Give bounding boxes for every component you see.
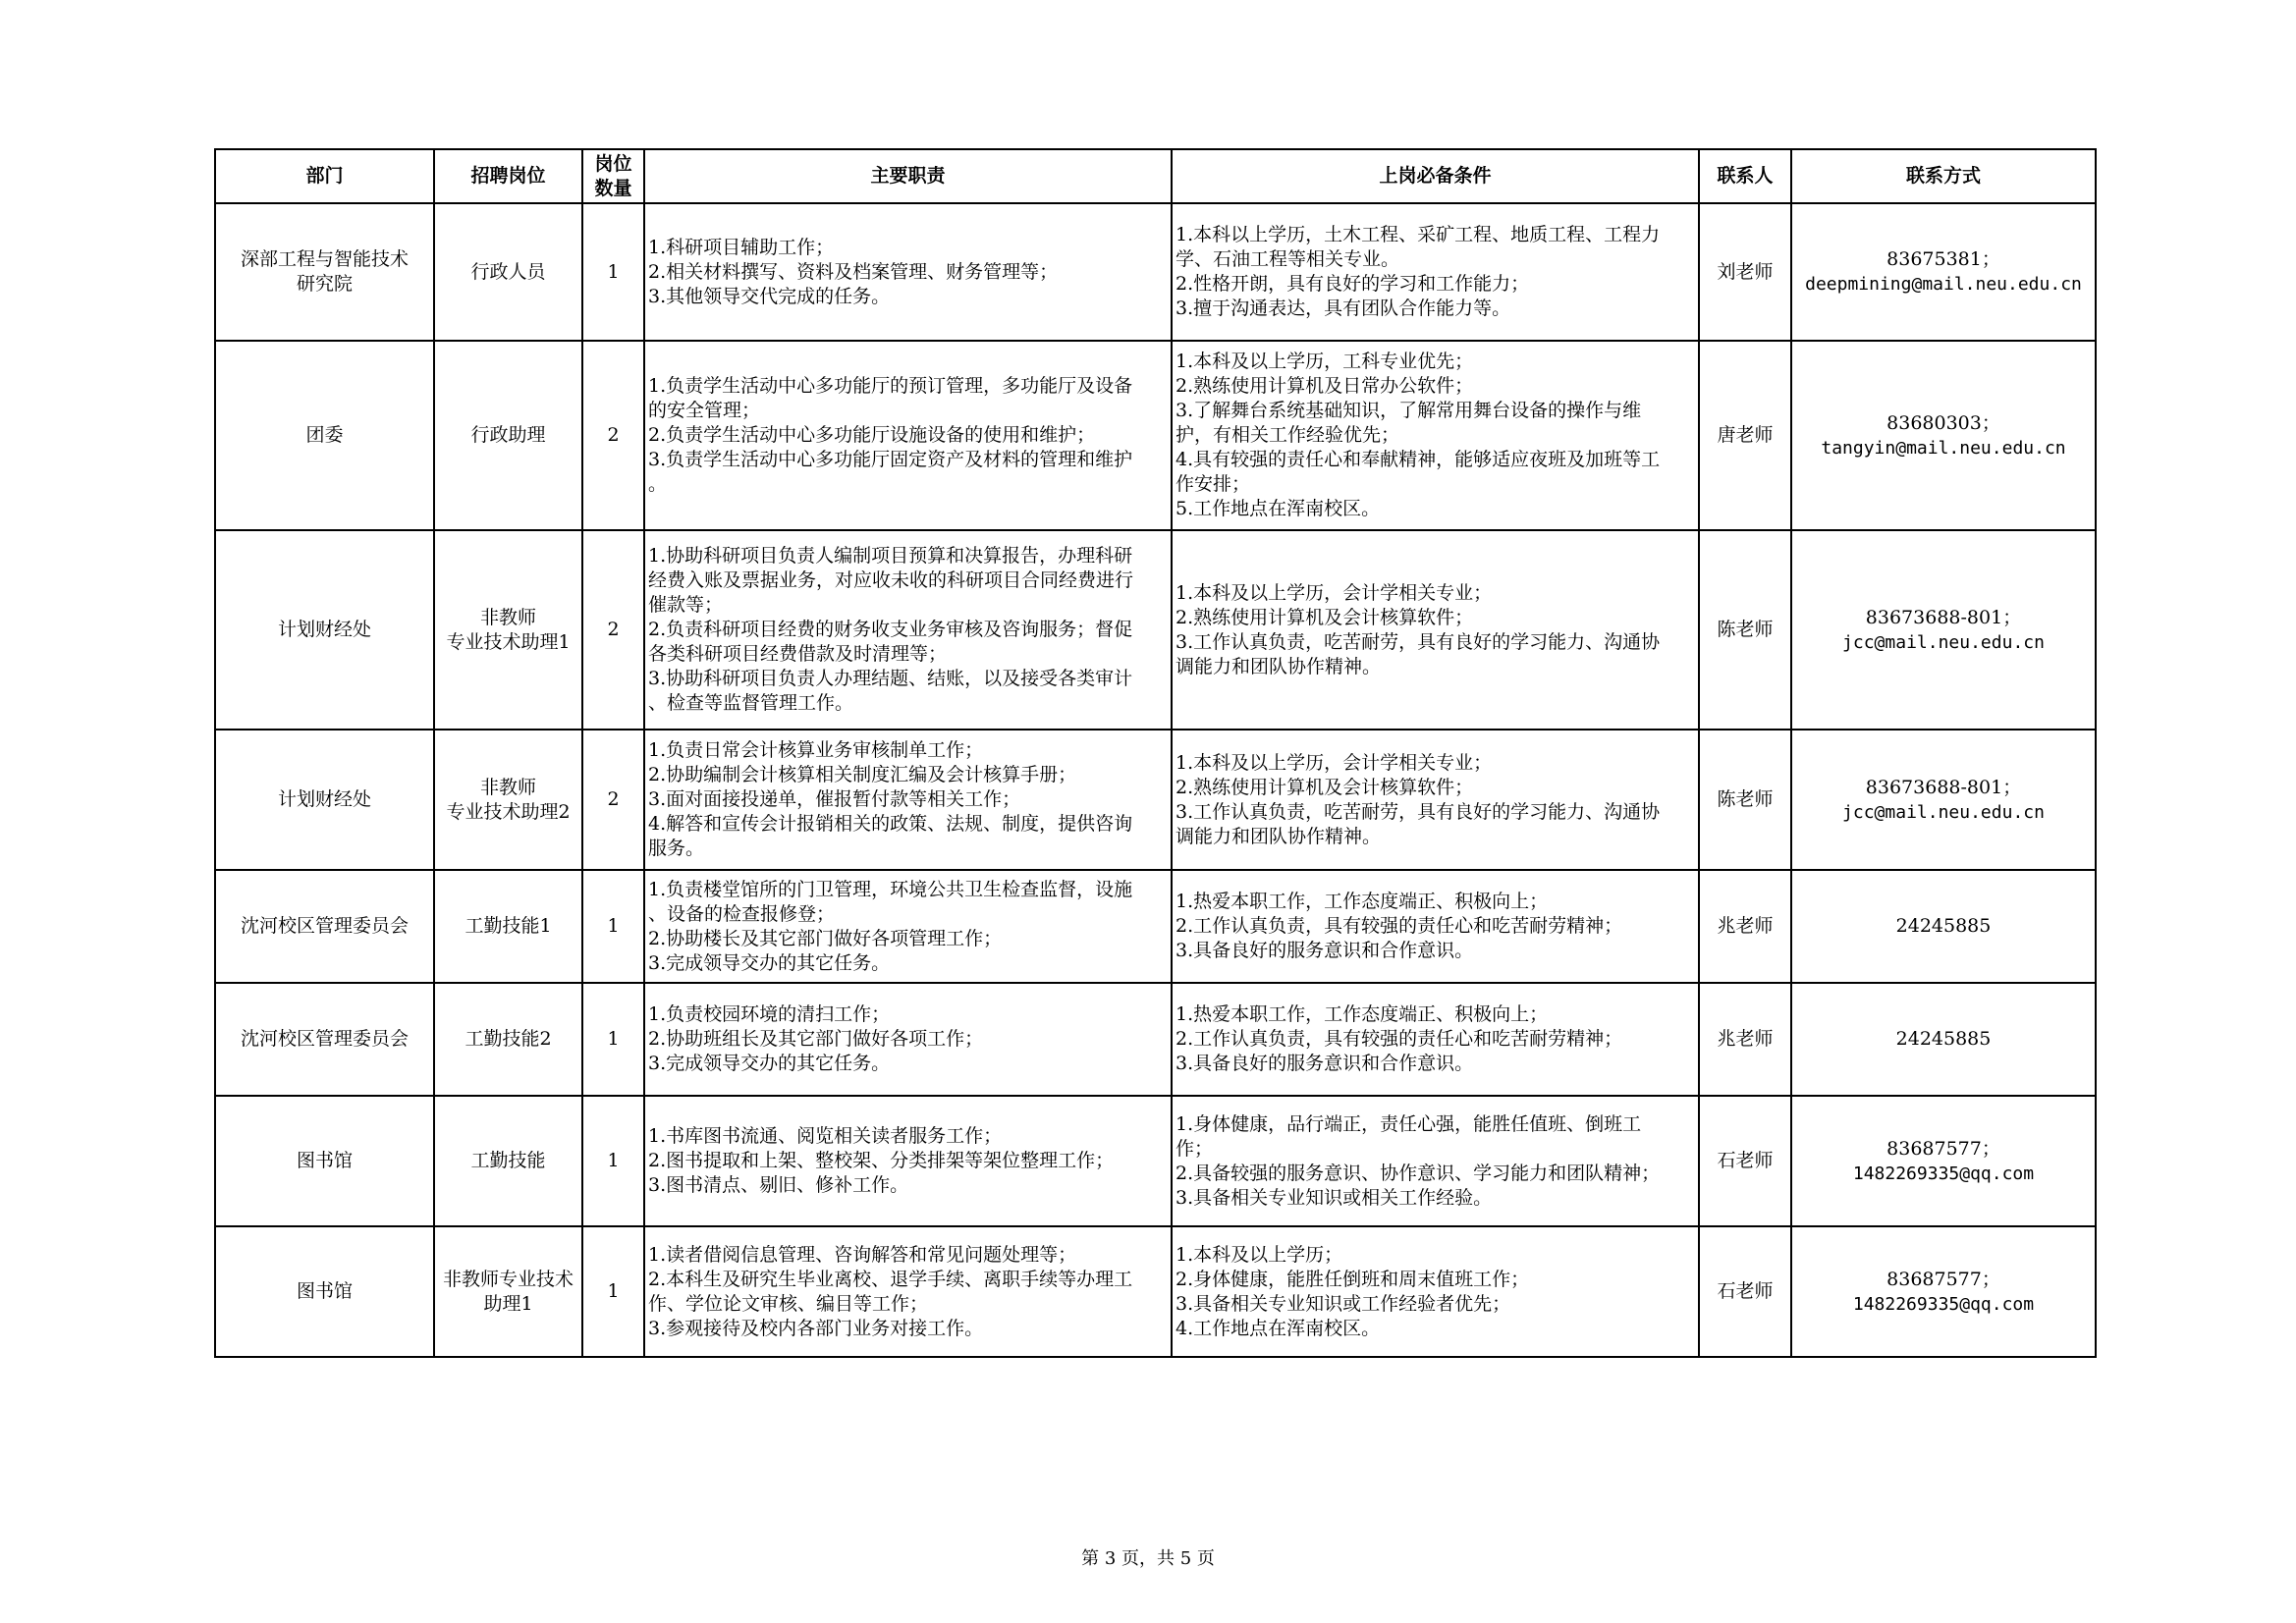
contact-info-cell <box>1791 1096 2096 1226</box>
department-cell-line: 沈河校区管理委员会 <box>240 1028 409 1050</box>
duties-cell-line: 的安全管理； <box>648 400 761 421</box>
duties-cell-line: 3.其他领导交代完成的任务。 <box>648 285 891 307</box>
contact-info-cell <box>1791 983 2096 1096</box>
duties-cell-line: 作、学位论文审核、编目等工作； <box>648 1292 929 1315</box>
duties-cell-line: 3.完成领导交办的其它任务。 <box>648 1053 891 1074</box>
position-cell <box>434 730 582 870</box>
requirements-cell-line: 作； <box>1175 1137 1214 1160</box>
requirements-cell <box>1172 530 1699 730</box>
header-department: 部门 <box>215 149 434 203</box>
department-cell <box>215 1226 434 1357</box>
duties-cell <box>644 341 1172 530</box>
requirements-cell <box>1172 870 1699 983</box>
contact-cell: 兆老师 <box>1699 870 1791 983</box>
table-row <box>215 1226 2096 1357</box>
contact-info-cell-line: 83687577； <box>1886 1268 2000 1290</box>
duties-cell <box>644 203 1172 341</box>
requirements-cell-line: 2.身体健康，能胜任倒班和周末值班工作； <box>1175 1268 1530 1290</box>
duties-cell-line: 2.相关材料撰写、资料及档案管理、财务管理等； <box>648 260 1059 283</box>
requirements-cell-line: 2.性格开朗，具有良好的学习和工作能力； <box>1175 273 1530 295</box>
duties-cell-line: 2.负责学生活动中心多功能厅设施设备的使用和维护； <box>648 424 1096 446</box>
requirements-cell-line: 1.热爱本职工作，工作态度端正、积极向上； <box>1175 891 1549 912</box>
department-cell-line: 深部工程与智能技术 <box>240 248 409 270</box>
requirements-cell-line: 4.具有较强的责任心和奉献精神，能够适应夜班及加班等工 <box>1175 449 1661 470</box>
duties-cell <box>644 870 1172 983</box>
requirements-cell-line: 2.工作认真负责，具有较强的责任心和吃苦耐劳精神； <box>1175 915 1623 937</box>
contact-cell: 陈老师 <box>1699 530 1791 730</box>
duties-cell-line: 2.图书提取和上架、整校架、分类排架等架位整理工作； <box>648 1150 1115 1171</box>
requirements-cell-line: 3.擅于沟通表达，具有团队合作能力等。 <box>1175 298 1511 319</box>
table-row <box>215 530 2096 730</box>
position-cell-line: 助理1 <box>483 1292 533 1315</box>
duties-cell-line: 4.解答和宣传会计报销相关的政策、法规、制度，提供咨询 <box>648 813 1133 835</box>
position-cell <box>434 870 582 983</box>
duties-cell-line: 1.负责校园环境的清扫工作； <box>648 1003 891 1025</box>
duties-cell-line: 1.负责学生活动中心多功能厅的预订管理，多功能厅及设备 <box>648 375 1133 397</box>
duties-cell <box>644 730 1172 870</box>
department-cell-line: 沈河校区管理委员会 <box>240 915 409 937</box>
requirements-cell <box>1172 730 1699 870</box>
position-cell <box>434 341 582 530</box>
duties-cell <box>644 1226 1172 1357</box>
position-cell-line: 行政助理 <box>470 424 546 446</box>
requirements-cell-line: 学、石油工程等相关专业。 <box>1175 248 1400 270</box>
duties-cell-line: 各类科研项目经费借款及时清理等； <box>648 643 948 665</box>
contact-info-cell-line: jcc@mail.neu.edu.cn <box>1842 801 2045 823</box>
table-header-row <box>215 149 2096 203</box>
table-row <box>215 983 2096 1096</box>
requirements-cell-line: 3.具备相关专业知识或相关工作经验。 <box>1175 1186 1493 1209</box>
position-cell <box>434 983 582 1096</box>
contact-info-cell <box>1791 530 2096 730</box>
requirements-cell <box>1172 1226 1699 1357</box>
header-contact-info: 联系方式 <box>1791 149 2096 203</box>
duties-cell-line: 、设备的检查报修登； <box>648 902 836 925</box>
requirements-cell-line: 2.工作认真负责，具有较强的责任心和吃苦耐劳精神； <box>1175 1028 1623 1050</box>
contact-cell: 石老师 <box>1699 1226 1791 1357</box>
header-line: 岗位 <box>594 152 632 175</box>
contact-info-cell-line: 83687577； <box>1886 1137 2000 1160</box>
requirements-cell-line: 3.具备良好的服务意识和合作意识。 <box>1175 940 1474 961</box>
duties-cell-line: 2.负责科研项目经费的财务收支业务审核及咨询服务；督促 <box>648 619 1133 640</box>
duties-cell-line: 2.协助楼长及其它部门做好各项管理工作； <box>648 927 1003 949</box>
position-cell-line: 专业技术助理2 <box>446 800 571 823</box>
duties-cell-line: 3.参观接待及校内各部门业务对接工作。 <box>648 1317 984 1339</box>
requirements-cell-line: 2.熟练使用计算机及会计核算软件； <box>1175 776 1474 798</box>
requirements-cell-line: 1.本科及以上学历； <box>1175 1243 1343 1266</box>
header-contact: 联系人 <box>1699 149 1791 203</box>
position-cell-line: 行政人员 <box>470 260 546 283</box>
contact-info-cell <box>1791 341 2096 530</box>
contact-info-cell-line: 83673688-801； <box>1865 606 2022 628</box>
position-cell <box>434 1226 582 1357</box>
contact-info-cell-line: jcc@mail.neu.edu.cn <box>1842 631 2045 653</box>
requirements-cell-line: 5.工作地点在浑南校区。 <box>1175 498 1381 519</box>
duties-cell-line: 3.图书清点、剔旧、修补工作。 <box>648 1174 909 1196</box>
department-cell-line: 研究院 <box>296 273 353 295</box>
count-cell: 1 <box>582 1096 644 1226</box>
duties-cell-line: 催款等； <box>648 594 724 616</box>
header-position: 招聘岗位 <box>434 149 582 203</box>
department-cell-line: 计划财经处 <box>277 788 371 810</box>
requirements-cell-line: 1.身体健康，品行端正，责任心强，能胜任值班、倒班工 <box>1175 1112 1642 1135</box>
table-row <box>215 730 2096 870</box>
requirements-cell-line: 3.工作认真负责，吃苦耐劳，具有良好的学习能力、沟通协 <box>1175 630 1661 653</box>
position-cell-line: 专业技术助理1 <box>446 630 571 653</box>
position-cell-line: 工勤技能2 <box>465 1028 552 1050</box>
count-cell: 2 <box>582 341 644 530</box>
requirements-cell-line: 3.了解舞台系统基础知识，了解常用舞台设备的操作与维 <box>1175 400 1642 421</box>
header-duties: 主要职责 <box>644 149 1172 203</box>
contact-info-cell <box>1791 870 2096 983</box>
contact-info-cell <box>1791 730 2096 870</box>
contact-info-cell-line: 24245885 <box>1895 1028 1992 1050</box>
requirements-cell <box>1172 1096 1699 1226</box>
duties-cell-line: 3.完成领导交办的其它任务。 <box>648 951 891 974</box>
duties-cell-line: 3.面对面接投递单，催报暂付款等相关工作； <box>648 788 1021 810</box>
department-cell-line: 图书馆 <box>296 1280 353 1302</box>
contact-info-cell-line: 24245885 <box>1895 915 1992 937</box>
department-cell-line: 计划财经处 <box>277 619 371 640</box>
requirements-cell-line: 3.具备良好的服务意识和合作意识。 <box>1175 1053 1474 1074</box>
contact-cell: 刘老师 <box>1699 203 1791 341</box>
contact-info-cell <box>1791 1226 2096 1357</box>
contact-info-cell-line: tangyin@mail.neu.edu.cn <box>1821 437 2066 459</box>
duties-cell-line: 2.协助编制会计核算相关制度汇编及会计核算手册； <box>648 764 1077 785</box>
count-cell: 1 <box>582 983 644 1096</box>
requirements-cell-line: 2.具备较强的服务意识、协作意识、学习能力和团队精神； <box>1175 1162 1661 1184</box>
count-cell: 1 <box>582 1226 644 1357</box>
page-number: 第 3 页，共 5 页 <box>1081 1548 1215 1569</box>
position-cell-line: 工勤技能 <box>470 1150 546 1171</box>
position-cell <box>434 1096 582 1226</box>
table-row <box>215 1096 2096 1226</box>
requirements-cell-line: 3.具备相关专业知识或工作经验者优先； <box>1175 1292 1511 1315</box>
recruitment-table <box>214 148 2097 1358</box>
count-cell: 1 <box>582 203 644 341</box>
table-row <box>215 870 2096 983</box>
requirements-cell <box>1172 341 1699 530</box>
position-cell-line: 非教师 <box>479 776 536 798</box>
duties-cell <box>644 983 1172 1096</box>
department-cell-line: 团委 <box>305 424 344 446</box>
contact-info-cell-line: 83673688-801； <box>1865 776 2022 798</box>
department-cell <box>215 730 434 870</box>
count-cell: 2 <box>582 730 644 870</box>
department-cell <box>215 870 434 983</box>
table-row <box>215 341 2096 530</box>
table-body <box>215 203 2096 1357</box>
position-cell <box>434 530 582 730</box>
department-cell <box>215 1096 434 1226</box>
duties-cell-line: 1.负责楼堂馆所的门卫管理，环境公共卫生检查监督，设施 <box>648 878 1133 900</box>
contact-cell: 陈老师 <box>1699 730 1791 870</box>
duties-cell-line: 3.协助科研项目负责人办理结题、结账，以及接受各类审计 <box>648 668 1133 689</box>
contact-info-cell <box>1791 203 2096 341</box>
duties-cell-line: 2.协助班组长及其它部门做好各项工作； <box>648 1028 984 1050</box>
duties-cell-line: 1.负责日常会计核算业务审核制单工作； <box>648 739 984 761</box>
table-row <box>215 203 2096 341</box>
contact-info-cell-line: 83675381； <box>1886 248 2000 270</box>
requirements-cell-line: 调能力和团队协作精神。 <box>1175 655 1382 677</box>
contact-info-cell-line: deepmining@mail.neu.edu.cn <box>1805 274 2082 295</box>
duties-cell-line: 。 <box>648 473 668 495</box>
requirements-cell-line: 1.热爱本职工作，工作态度端正、积极向上； <box>1175 1003 1549 1025</box>
department-cell <box>215 341 434 530</box>
duties-cell-line: 1.协助科研项目负责人编制项目预算和决算报告，办理科研 <box>648 545 1133 567</box>
duties-cell-line: 1.读者借阅信息管理、咨询解答和常见问题处理等； <box>648 1243 1077 1266</box>
duties-cell <box>644 530 1172 730</box>
duties-cell-line: 1.科研项目辅助工作； <box>648 236 835 258</box>
duties-cell-line: 经费入账及票据业务，对应收未收的科研项目合同经费进行 <box>648 569 1134 591</box>
duties-cell-line: 、检查等监督管理工作。 <box>648 692 854 714</box>
requirements-cell-line: 4.工作地点在浑南校区。 <box>1175 1317 1381 1339</box>
position-cell <box>434 203 582 341</box>
contact-info-cell-line: 1482269335@qq.com <box>1852 1293 2035 1315</box>
requirements-cell-line: 1.本科及以上学历，会计学相关专业； <box>1175 751 1493 774</box>
requirements-cell-line: 1.本科以上学历，土木工程、采矿工程、地质工程、工程力 <box>1175 224 1661 245</box>
header-count <box>582 149 644 203</box>
position-cell-line: 非教师专业技术 <box>442 1268 574 1290</box>
position-cell-line: 非教师 <box>479 606 536 628</box>
requirements-cell-line: 2.熟练使用计算机及日常办公软件； <box>1175 375 1474 397</box>
count-cell: 2 <box>582 530 644 730</box>
requirements-cell-line: 1.本科及以上学历，工科专业优先； <box>1175 351 1474 372</box>
duties-cell <box>644 1096 1172 1226</box>
contact-cell: 石老师 <box>1699 1096 1791 1226</box>
contact-info-cell-line: 1482269335@qq.com <box>1852 1163 2035 1184</box>
duties-cell-line: 1.书库图书流通、阅览相关读者服务工作； <box>648 1125 1003 1147</box>
requirements-cell-line: 调能力和团队协作精神。 <box>1175 825 1382 847</box>
department-cell <box>215 203 434 341</box>
requirements-cell-line: 2.熟练使用计算机及会计核算软件； <box>1175 606 1474 628</box>
requirements-cell <box>1172 203 1699 341</box>
requirements-cell-line: 护，有相关工作经验优先； <box>1175 424 1400 446</box>
requirements-cell <box>1172 983 1699 1096</box>
contact-info-cell-line: 83680303； <box>1886 411 2000 434</box>
header-line: 数量 <box>594 177 632 199</box>
requirements-cell-line: 3.工作认真负责，吃苦耐劳，具有良好的学习能力、沟通协 <box>1175 800 1661 823</box>
contact-cell: 兆老师 <box>1699 983 1791 1096</box>
department-cell <box>215 530 434 730</box>
duties-cell-line: 2.本科生及研究生毕业离校、退学手续、离职手续等办理工 <box>648 1268 1133 1290</box>
department-cell <box>215 983 434 1096</box>
header-requirements: 上岗必备条件 <box>1172 149 1699 203</box>
department-cell-line: 图书馆 <box>296 1150 353 1171</box>
requirements-cell-line: 作安排； <box>1175 473 1251 495</box>
position-cell-line: 工勤技能1 <box>465 915 552 937</box>
requirements-cell-line: 1.本科及以上学历，会计学相关专业； <box>1175 581 1493 604</box>
duties-cell-line: 3.负责学生活动中心多功能厅固定资产及材料的管理和维护 <box>648 449 1133 470</box>
duties-cell-line: 服务。 <box>648 838 705 859</box>
contact-cell: 唐老师 <box>1699 341 1791 530</box>
count-cell: 1 <box>582 870 644 983</box>
